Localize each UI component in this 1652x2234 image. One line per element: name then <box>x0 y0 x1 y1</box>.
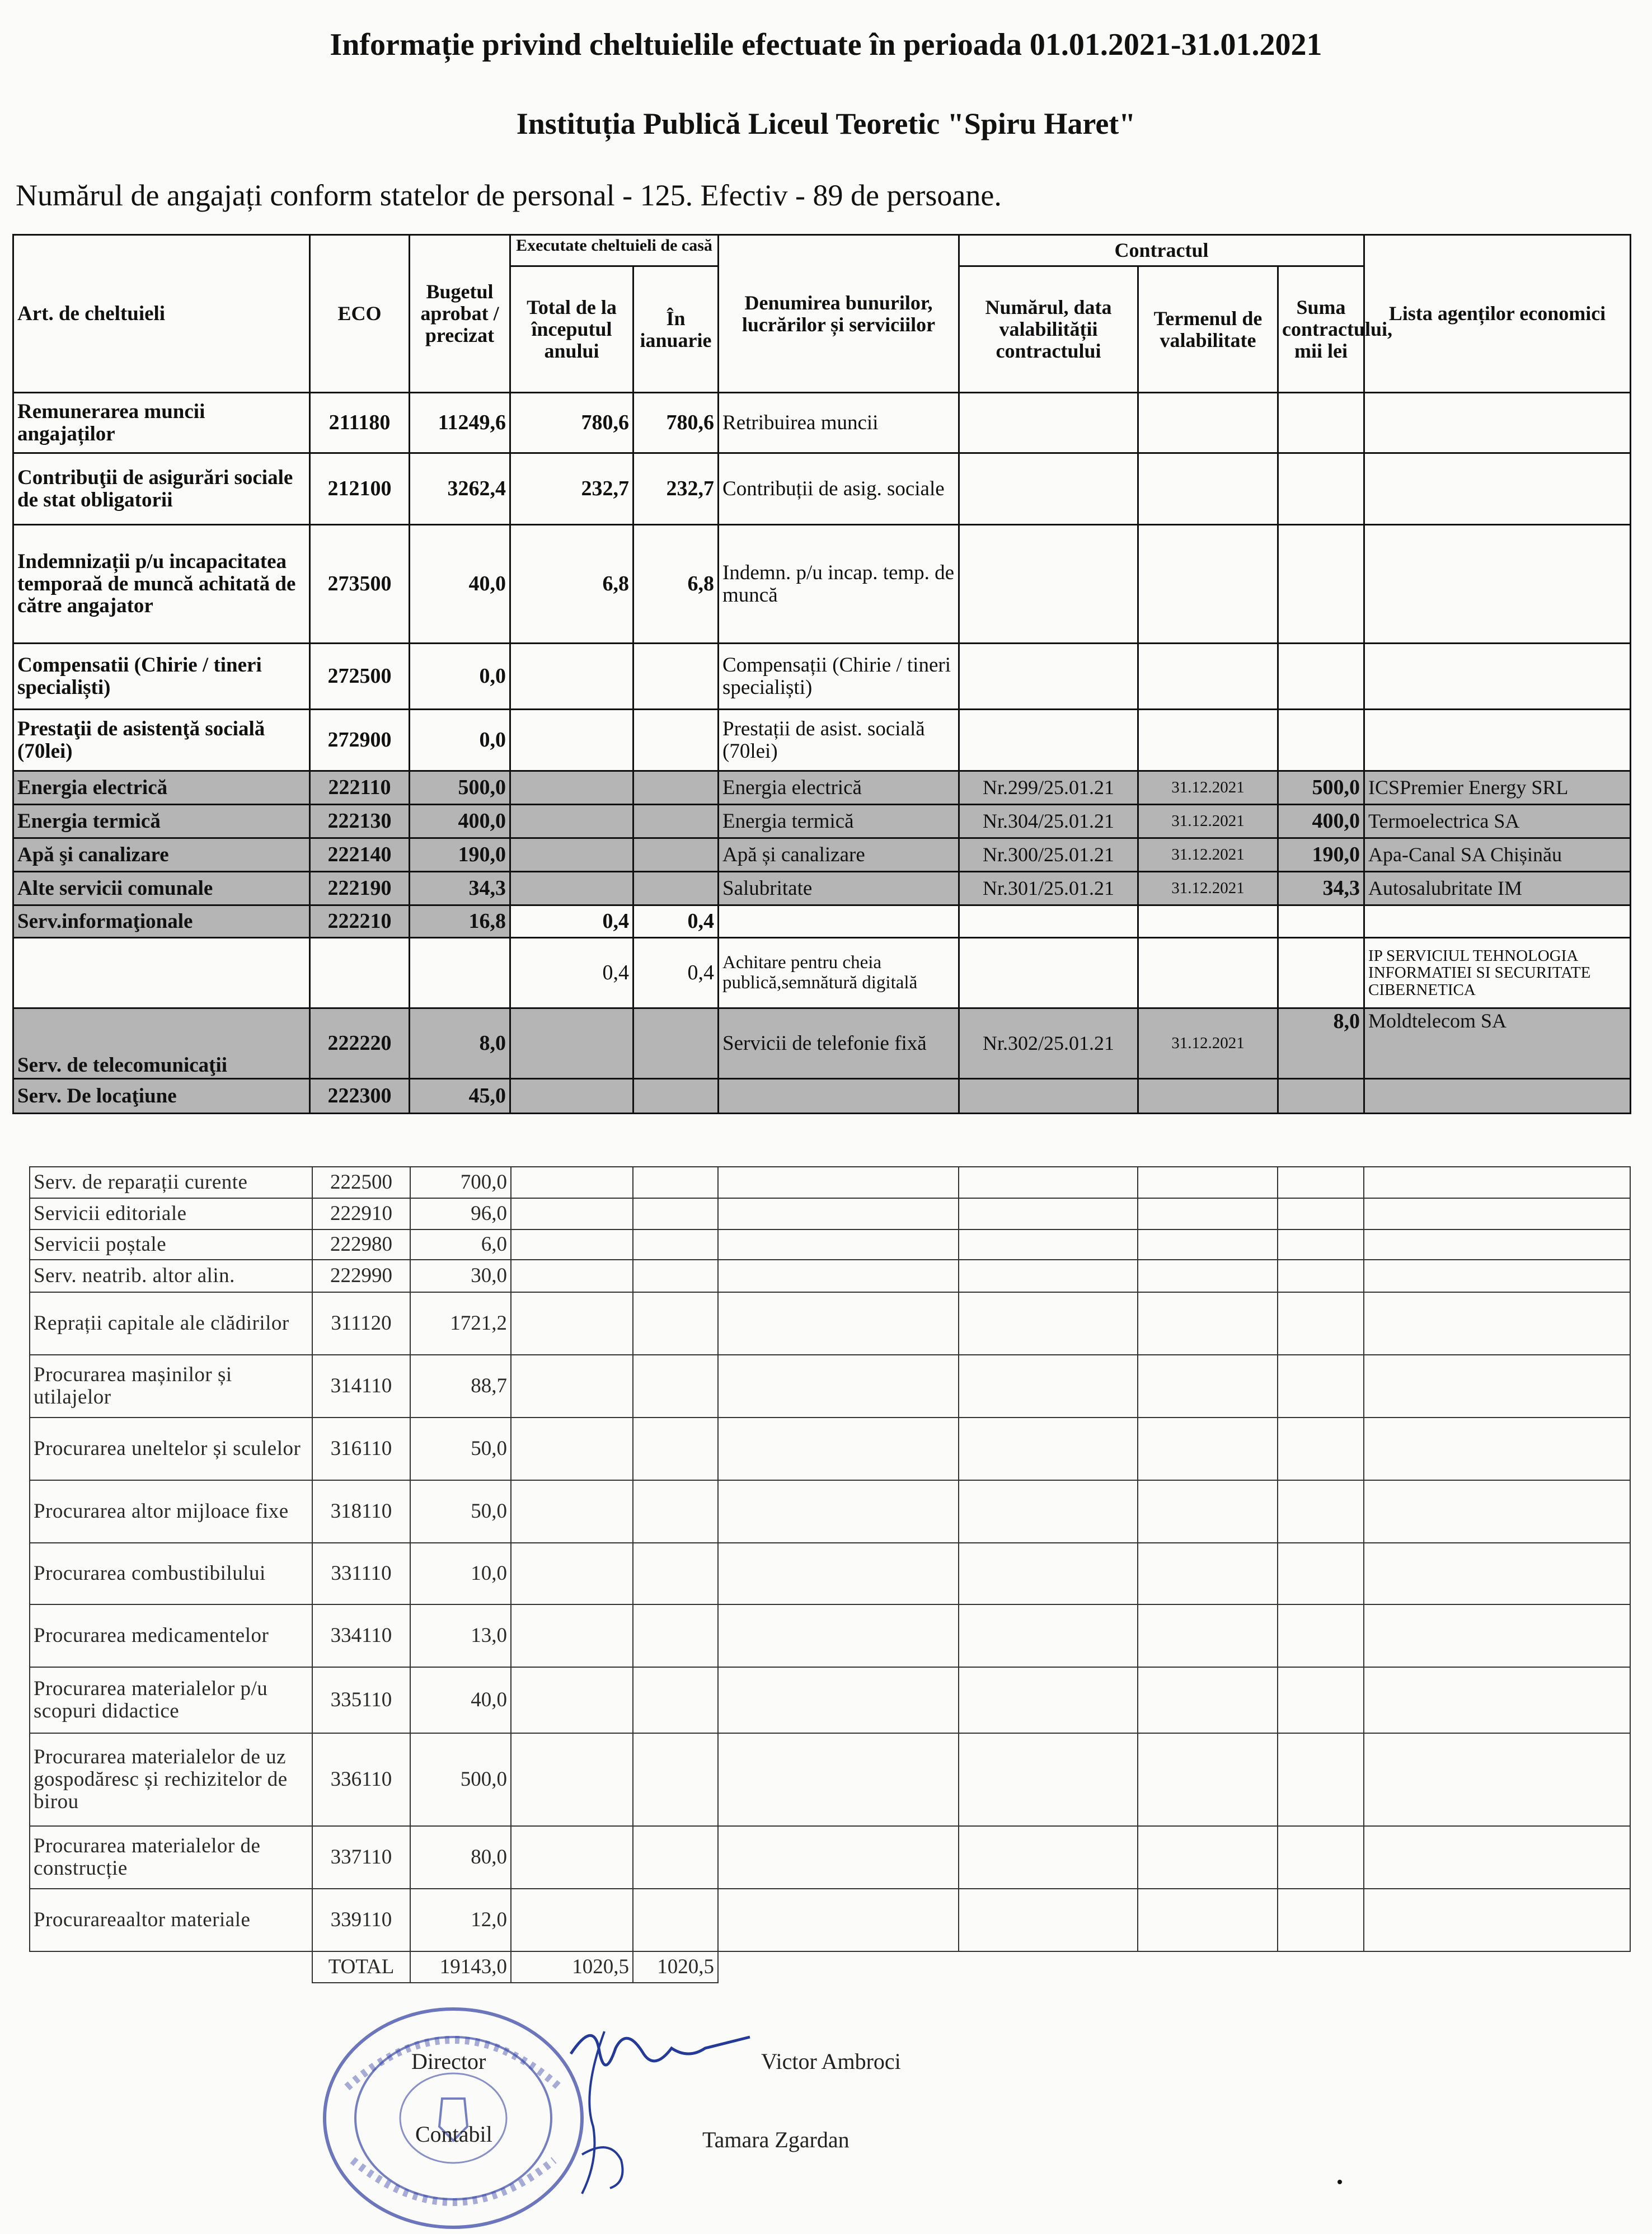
table-row <box>13 905 1631 938</box>
eco-cell: 318110 <box>312 1480 410 1543</box>
total-cell <box>510 771 633 805</box>
january-cell <box>633 838 719 872</box>
table-row <box>13 805 1631 838</box>
contract-sum-cell: 34,3 <box>1278 872 1364 905</box>
col-header-agents: Lista agenților economici <box>1364 235 1631 393</box>
table-row <box>13 1079 1631 1114</box>
contract-sum-cell <box>1278 453 1364 525</box>
agent-cell: Autosalubritate IM <box>1364 872 1631 905</box>
goods-cell <box>719 905 959 938</box>
eco-cell: 222140 <box>310 838 410 872</box>
contract-term-cell: 31.12.2021 <box>1138 838 1278 872</box>
budget-cell: 34,3 <box>410 872 510 905</box>
agent-cell: IP SERVICIUL TEHNOLOGIA INFORMATIEI SI SECURITATE CIBERNETICA <box>1364 938 1631 1008</box>
staff-count: Numărul de angajați conform statelor de personal - 125. Efectiv - 89 de persoane. <box>16 179 1002 212</box>
col-header-contract-sum: Suma contractului, mii lei <box>1278 266 1364 393</box>
total-cell: 0,4 <box>510 905 633 938</box>
agent-cell: Moldtelecom SA <box>1364 1008 1631 1079</box>
table-row <box>13 525 1631 644</box>
article-cell: Compensatii (Chirie / tineri specialiști) <box>13 644 310 710</box>
article-cell <box>13 938 310 1008</box>
article-cell: Procurarea medicamentelor <box>30 1604 312 1667</box>
agent-cell <box>1364 644 1631 710</box>
expenditure-table <box>12 234 1631 1114</box>
contract-term-cell <box>1138 393 1278 453</box>
goods-cell: Energia electrică <box>719 771 959 805</box>
article-cell: Serv.informaţionale <box>13 905 310 938</box>
total-cell: 6,8 <box>510 525 633 644</box>
contract-term-cell: 31.12.2021 <box>1138 872 1278 905</box>
goods-cell: Prestații de asist. socială (70lei) <box>719 710 959 771</box>
contract-number-cell <box>959 905 1138 938</box>
january-cell: 780,6 <box>633 393 719 453</box>
contract-term-cell <box>1138 1079 1278 1114</box>
budget-cell: 190,0 <box>410 838 510 872</box>
eco-cell: 339110 <box>312 1889 410 1951</box>
eco-cell: 222210 <box>310 905 410 938</box>
eco-cell: 222500 <box>312 1167 410 1198</box>
agent-cell: Apa-Canal SA Chișinău <box>1364 838 1631 872</box>
january-cell <box>633 805 719 838</box>
goods-cell: Indemn. p/u incap. temp. de muncă <box>719 525 959 644</box>
article-cell: Procurarea mașinilor și utilajelor <box>30 1355 312 1418</box>
article-cell: Apă şi canalizare <box>13 838 310 872</box>
agent-cell <box>1364 453 1631 525</box>
article-cell: Procurarea uneltelor și sculelor <box>30 1418 312 1480</box>
contract-sum-cell <box>1278 905 1364 938</box>
budget-cell: 50,0 <box>410 1480 511 1543</box>
total-row <box>30 1951 1630 1983</box>
ink-dot <box>1337 2180 1342 2184</box>
expenditure-table-continued <box>29 1166 1631 1983</box>
contract-sum-cell <box>1278 938 1364 1008</box>
contract-term-cell <box>1138 453 1278 525</box>
budget-cell: 500,0 <box>410 1733 511 1826</box>
contract-term-cell: 31.12.2021 <box>1138 1008 1278 1079</box>
budget-cell: 11249,6 <box>410 393 510 453</box>
contract-term-cell <box>1138 905 1278 938</box>
eco-cell: 222190 <box>310 872 410 905</box>
table-row <box>30 1543 1630 1604</box>
contract-sum-cell: 500,0 <box>1278 771 1364 805</box>
budget-cell: 1721,2 <box>410 1292 511 1355</box>
agent-cell: ICSPremier Energy SRL <box>1364 771 1631 805</box>
goods-cell <box>719 1079 959 1114</box>
budget-cell: 40,0 <box>410 1667 511 1733</box>
eco-cell: 272500 <box>310 644 410 710</box>
budget-cell: 700,0 <box>410 1167 511 1198</box>
col-header-budget: Bugetul aprobat / precizat <box>410 235 510 393</box>
col-header-eco: ECO <box>310 235 410 393</box>
goods-cell: Contribuții de asig. sociale <box>719 453 959 525</box>
contract-number-cell <box>959 644 1138 710</box>
table-row <box>13 393 1631 453</box>
contract-term-cell: 31.12.2021 <box>1138 805 1278 838</box>
contract-term-cell <box>1138 644 1278 710</box>
total-cell <box>510 1079 633 1114</box>
budget-cell: 12,0 <box>410 1889 511 1951</box>
eco-cell: 222910 <box>312 1198 410 1229</box>
table-row <box>13 838 1631 872</box>
article-cell: Procurarea combustibilului <box>30 1543 312 1604</box>
article-cell: Procurarea altor mijloace fixe <box>30 1480 312 1543</box>
budget-cell <box>410 938 510 1008</box>
total-cell: 232,7 <box>510 453 633 525</box>
article-cell: Servicii poștale <box>30 1229 312 1260</box>
col-header-art: Art. de cheltuieli <box>13 235 310 393</box>
total-january: 1020,5 <box>633 1951 718 1983</box>
eco-cell: 273500 <box>310 525 410 644</box>
contract-number-cell: Nr.299/25.01.21 <box>959 771 1138 805</box>
budget-cell: 400,0 <box>410 805 510 838</box>
table-row <box>13 872 1631 905</box>
contract-term-cell <box>1138 938 1278 1008</box>
table-row <box>30 1229 1630 1260</box>
contract-sum-cell: 400,0 <box>1278 805 1364 838</box>
table-row <box>30 1889 1630 1951</box>
eco-cell: 212100 <box>310 453 410 525</box>
table-row <box>30 1604 1630 1667</box>
col-header-contract: Contractul <box>959 235 1364 266</box>
eco-cell: 272900 <box>310 710 410 771</box>
budget-cell: 40,0 <box>410 525 510 644</box>
january-cell <box>633 771 719 805</box>
document-title: Informație privind cheltuielile efectuate în perioada 01.01.2021-31.01.2021 <box>330 27 1322 62</box>
january-cell: 0,4 <box>633 905 719 938</box>
budget-cell: 16,8 <box>410 905 510 938</box>
eco-cell: 331110 <box>312 1543 410 1604</box>
contract-number-cell <box>959 525 1138 644</box>
table-row <box>30 1355 1630 1418</box>
budget-cell: 88,7 <box>410 1355 511 1418</box>
january-cell: 6,8 <box>633 525 719 644</box>
col-header-in-january: În ianuarie <box>633 266 719 393</box>
goods-cell: Compensații (Chirie / tineri specialiști) <box>719 644 959 710</box>
col-header-contract-number: Numărul, data valabilității contractului <box>959 266 1138 393</box>
agent-cell: Termoelectrica SA <box>1364 805 1631 838</box>
eco-cell: 211180 <box>310 393 410 453</box>
article-cell: Servicii editoriale <box>30 1198 312 1229</box>
director-name: Victor Ambroci <box>761 2049 901 2074</box>
table-row <box>30 1260 1630 1292</box>
total-budget: 19143,0 <box>410 1951 511 1983</box>
contract-sum-cell <box>1278 1079 1364 1114</box>
budget-cell: 96,0 <box>410 1198 511 1229</box>
contract-number-cell <box>959 938 1138 1008</box>
table-row <box>30 1667 1630 1733</box>
table-row <box>13 771 1631 805</box>
goods-cell: Apă și canalizare <box>719 838 959 872</box>
table-row <box>13 644 1631 710</box>
table-row <box>30 1198 1630 1229</box>
article-cell: Alte servicii comunale <box>13 872 310 905</box>
table-row <box>13 710 1631 771</box>
january-cell <box>633 1079 719 1114</box>
eco-cell <box>310 938 410 1008</box>
table-row <box>30 1733 1630 1826</box>
col-header-total-start: Total de la începutul anului <box>510 266 633 393</box>
contract-sum-cell <box>1278 710 1364 771</box>
eco-cell: 222220 <box>310 1008 410 1079</box>
table-row <box>30 1418 1630 1480</box>
agent-cell <box>1364 525 1631 644</box>
january-cell: 0,4 <box>633 938 719 1008</box>
total-cell <box>510 644 633 710</box>
contract-term-cell <box>1138 710 1278 771</box>
article-cell: Energia electrică <box>13 771 310 805</box>
eco-cell: 222110 <box>310 771 410 805</box>
budget-cell: 0,0 <box>410 644 510 710</box>
eco-cell: 334110 <box>312 1604 410 1667</box>
january-cell <box>633 872 719 905</box>
goods-cell: Achitare pentru cheia publică,semnătură digitală <box>719 938 959 1008</box>
eco-cell: 311120 <box>312 1292 410 1355</box>
table-row <box>13 453 1631 525</box>
article-cell: Procurarea materialelor p/u scopuri didactice <box>30 1667 312 1733</box>
col-header-contract-term: Termenul de valabilitate <box>1138 266 1278 393</box>
article-cell: Procurarea materialelor de uz gospodăresc și rechizitelor de birou <box>30 1733 312 1826</box>
budget-cell: 50,0 <box>410 1418 511 1480</box>
total-cell: 0,4 <box>510 938 633 1008</box>
budget-cell: 3262,4 <box>410 453 510 525</box>
article-cell: Reprații capitale ale clădirilor <box>30 1292 312 1355</box>
contract-sum-cell <box>1278 644 1364 710</box>
agent-cell <box>1364 710 1631 771</box>
total-cell <box>510 710 633 771</box>
col-header-goods: Denumirea bunurilor, lucrărilor și serviciilor <box>719 235 959 393</box>
table-row <box>30 1292 1630 1355</box>
contract-number-cell: Nr.302/25.01.21 <box>959 1008 1138 1079</box>
budget-cell: 13,0 <box>410 1604 511 1667</box>
goods-cell: Servicii de telefonie fixă <box>719 1008 959 1079</box>
budget-cell: 30,0 <box>410 1260 511 1292</box>
eco-cell: 222130 <box>310 805 410 838</box>
january-cell: 232,7 <box>633 453 719 525</box>
table-row <box>30 1167 1630 1198</box>
budget-cell: 45,0 <box>410 1079 510 1114</box>
article-cell: Serv. de reparații curente <box>30 1167 312 1198</box>
article-cell: Prestaţii de asistenţă socială (70lei) <box>13 710 310 771</box>
goods-cell: Energia termică <box>719 805 959 838</box>
contract-sum-cell: 190,0 <box>1278 838 1364 872</box>
accountant-label: Contabil <box>415 2122 492 2147</box>
article-cell: Procurareaaltor materiale <box>30 1889 312 1951</box>
eco-cell: 222980 <box>312 1229 410 1260</box>
article-cell: Procurarea materialelor de construcție <box>30 1826 312 1889</box>
total-cell: 780,6 <box>510 393 633 453</box>
eco-cell: 222300 <box>310 1079 410 1114</box>
eco-cell: 316110 <box>312 1418 410 1480</box>
total-cell <box>510 805 633 838</box>
contract-term-cell: 31.12.2021 <box>1138 771 1278 805</box>
contract-number-cell <box>959 710 1138 771</box>
eco-cell: 336110 <box>312 1733 410 1826</box>
contract-number-cell <box>959 1079 1138 1114</box>
eco-cell: 335110 <box>312 1667 410 1733</box>
contract-number-cell: Nr.301/25.01.21 <box>959 872 1138 905</box>
article-cell: Serv. De locaţiune <box>13 1079 310 1114</box>
eco-cell: 222990 <box>312 1260 410 1292</box>
article-cell: Remunerarea muncii angajaților <box>13 393 310 453</box>
contract-number-cell: Nr.304/25.01.21 <box>959 805 1138 838</box>
table-row <box>30 1480 1630 1543</box>
goods-cell: Salubritate <box>719 872 959 905</box>
article-cell: Serv. neatrib. altor alin. <box>30 1260 312 1292</box>
total-cell <box>510 1008 633 1079</box>
accountant-name: Tamara Zgardan <box>702 2127 850 2152</box>
contract-number-cell: Nr.300/25.01.21 <box>959 838 1138 872</box>
total-cumulative: 1020,5 <box>511 1951 633 1983</box>
january-cell <box>633 644 719 710</box>
director-label: Director <box>411 2049 486 2074</box>
contract-number-cell <box>959 393 1138 453</box>
contract-number-cell <box>959 453 1138 525</box>
goods-cell: Retribuirea muncii <box>719 393 959 453</box>
contract-term-cell <box>1138 525 1278 644</box>
budget-cell: 10,0 <box>410 1543 511 1604</box>
institution-name: Instituția Publică Liceul Teoretic "Spiru Haret" <box>516 107 1136 140</box>
january-cell <box>633 710 719 771</box>
budget-cell: 80,0 <box>410 1826 511 1889</box>
eco-cell: 337110 <box>312 1826 410 1889</box>
budget-cell: 6,0 <box>410 1229 511 1260</box>
agent-cell <box>1364 393 1631 453</box>
col-header-executed: Executate cheltuieli de casă <box>510 235 719 266</box>
total-cell <box>510 838 633 872</box>
agent-cell <box>1364 1079 1631 1114</box>
article-cell: Contribuţii de asigurări sociale de stat obligatorii <box>13 453 310 525</box>
article-cell: Energia termică <box>13 805 310 838</box>
eco-cell: 314110 <box>312 1355 410 1418</box>
article-cell: Indemnizații p/u incapacitatea temporaă de muncă achitată de către angajator <box>13 525 310 644</box>
contract-sum-cell <box>1278 525 1364 644</box>
table-row <box>13 1008 1631 1079</box>
budget-cell: 500,0 <box>410 771 510 805</box>
january-cell <box>633 1008 719 1079</box>
total-label: TOTAL <box>312 1951 410 1983</box>
table-row <box>30 1826 1630 1889</box>
agent-cell <box>1364 905 1631 938</box>
total-cell <box>510 872 633 905</box>
handwritten-signature <box>560 2015 772 2205</box>
budget-cell: 0,0 <box>410 710 510 771</box>
table-row <box>13 938 1631 1008</box>
contract-sum-cell <box>1278 393 1364 453</box>
article-cell: Serv. de telecomunicaţii <box>13 1008 310 1079</box>
budget-cell: 8,0 <box>410 1008 510 1079</box>
contract-sum-cell: 8,0 <box>1278 1008 1364 1079</box>
